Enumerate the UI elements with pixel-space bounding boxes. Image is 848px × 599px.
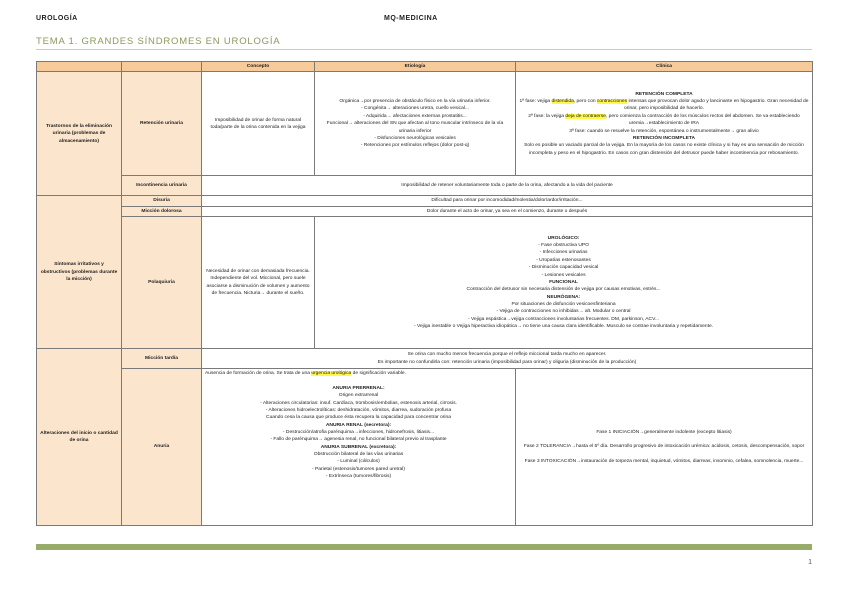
etiology-line: - Parietal (estenosis/tumores pared uretral) — [312, 466, 405, 472]
etiology-subtitle: UROLÓGICO: — [547, 235, 580, 241]
clinic-line: 2ª fase: la vejiga deja de contraerse, pero comienza la contracción de los músculos rectos del abdomen. Se va estableciendo uremia→establecimiento de IRA — [528, 113, 800, 127]
clinic-cell — [516, 369, 813, 526]
group-label: Trastornos de la eliminación urinaria (problemas de almacenamiento) — [37, 72, 122, 196]
row-label: Polaquiuria — [122, 217, 202, 349]
table-row — [37, 196, 813, 206]
concept-cell: Imposibilidad de orinar de forma natural toda/parte de la orina contenida en la vejiga — [202, 72, 315, 176]
definition-cell: Dificultad para orinar por incomodidad/molestia/dolor/ardor/irritación... — [202, 196, 813, 206]
etiology-subtitle: ANURIA SUBRENAL (excretora): — [320, 444, 397, 450]
concept-line: Ausencia de formación de orina. Se trata de una urgencia urológica de significación variable. — [205, 371, 406, 377]
clinic-cell — [516, 72, 813, 176]
etiology-subtitle: ANURIA RENAL (secretora): — [325, 422, 392, 428]
definition-line: Se orina con mucho menos frecuencia porque el reflejo miccional tarda mucho en aparecer. — [407, 352, 607, 358]
row-label: Micción dolorosa — [122, 206, 202, 216]
etiology-line: - Vejiga espástica→vejiga contracciones involuntarias frecuentes. DM, parkinson, ACV... — [468, 316, 659, 322]
page-number: 1 — [808, 559, 812, 566]
etiology-line: - Vejiga de contracciones no inhibidas→ alt. Modular o central — [496, 309, 631, 315]
etiology-line: Por situaciones de disfunción vesicoesfinteriana — [511, 301, 616, 307]
row-label: Incontinencia urinaria — [122, 176, 202, 196]
etiology-subtitle: NEURÓGENA: — [546, 294, 581, 300]
clinic-line: Fase 1 INICIACIÓN→generalmente indolente (excepto litiasis) — [596, 429, 732, 435]
etiology-line: Orgánica→por presencia de obstáculo físico en la vía urinaria inferior. — [339, 99, 491, 105]
definition-cell: Dolor durante el acto de orinar, ya sea en el comienzo, durante o después — [202, 206, 813, 216]
etiology-line: Obstrucción bilateral de las vías urinarias — [313, 452, 404, 458]
definition-cell — [202, 349, 813, 369]
etiology-line: - Luminal (cálculos) — [337, 459, 380, 465]
footer-bar — [36, 544, 812, 550]
clinic-line: 1ª fase: vejiga distendida, pero con contracciones intensas que provocan dolor agudo y lancinante en hipogastrio. Gran necesidad de orinar, pero imposibilidad de hacerlo. — [519, 99, 809, 112]
concept-etiology-cell — [202, 369, 516, 526]
clinic-subtitle: RETENCIÓN INCOMPLETA — [632, 135, 696, 141]
group-label: Síntomas irritativos y obstructivos (problemas durante la micción) — [37, 196, 122, 349]
etiology-subtitle: FUNCIONAL — [549, 279, 578, 285]
etiology-line: Funcional→ alteraciones del SN que afectan al tono muscular intrínseco de la vía urinaria inferior — [326, 121, 504, 134]
section-title: TEMA 1. GRANDES SÍNDROMES EN UROLOGÍA — [36, 36, 281, 47]
table-row — [37, 72, 813, 176]
etiology-line: - Vejiga inestable o Vejiga hiperactiva idiopática→ no tiene una causa clara identificable. Musculo se contrae involuntaria y repetidamente. — [413, 324, 714, 330]
clinic-line: 3ª fase: cuando se resuelve la retención, espontánea o instrumentalmente→ gran alivio — [569, 128, 759, 134]
table-header-row — [37, 62, 813, 72]
etiology-line: - Alteraciones hidroelectrolíticas: deshidratación, vómitos, diarrea, sudoración profusa — [265, 407, 452, 413]
spacer — [519, 451, 809, 458]
row-label: Micción tardía — [122, 349, 202, 369]
spacer — [205, 377, 512, 384]
column-header: Clínica — [516, 62, 813, 72]
etiology-line: - Lesiones vesicales — [541, 272, 586, 278]
etiology-line: - Destrucción/atrofia parénquima→infecciones, hidronefrosis, litiasis... — [282, 429, 435, 435]
group-label: Alteraciones del inicio o cantidad de orina — [37, 349, 122, 526]
etiology-line: - Fallo de parénquima→ agenesia renal, no funcional bilateral previo al trasplante — [270, 437, 447, 443]
clinic-line: Fase 2 TOLERANCIA→hasta el 5º día. Desarrollo progresivo de intoxicación urémica: acidosis, cetosis, descompensación, sopor — [523, 444, 805, 450]
corner-cell — [37, 62, 122, 72]
etiology-line: - Adquirida→ afectaciones externas prostatitis... — [363, 113, 467, 119]
title-divider — [36, 49, 812, 50]
etiology-cell — [315, 72, 516, 176]
etiology-line: - Infecciones urinarias — [539, 250, 588, 256]
etiology-line: - Alteraciones circulatorias: insuf. Cardíaca, trombosis/embolias, estenosis arterial, cirrosis. — [260, 400, 457, 406]
etiology-subtitle: ANURIA PRERRENAL: — [332, 385, 385, 391]
table-row — [37, 206, 813, 216]
corner-cell — [122, 62, 202, 72]
row-label: Disuria — [122, 196, 202, 206]
spacer — [519, 436, 809, 443]
etiology-line: - Fase obstructiva UPO — [538, 243, 589, 249]
table-row — [37, 349, 813, 369]
clinic-line: Solo es posible un vaciado parcial de la vejiga. En la mayoría de los casos no existe clínica y si hay es una sensación de micción incompleta y peso en el hipogastrio. En casos con gran distensión del detrusor puede haber incontinencia por rebosamiento. — [524, 143, 804, 156]
etiology-line: - Extrínseca (tumores/fibrosis) — [325, 474, 392, 480]
syndromes-table — [36, 61, 813, 526]
etiology-line: Cuando cesa la causa que produce ésta recupera la capacidad para concentrar orina — [266, 415, 451, 421]
clinic-line: Fase 3 INTOXICACIÓN→instauración de torpeza mental, inquietud, vómitos, diarreas, insomnio, cefalea, somnolencia, muerte... — [524, 459, 804, 465]
etiology-line: - Disminución capacidad vesical — [528, 265, 599, 271]
definition-line: Es importante no confundirla con: retención urinaria (imposibilidad para orinar) y oliguria (disminución de la producción) — [377, 359, 637, 365]
concept-cell: Necesidad de orinar con demasiada frecuencia. Independiente del vol. Miccional, pero suele asociarse a disminución de volumen y aumento de frecuencia. Nicturia→ durante el sueño. — [202, 217, 315, 349]
etiology-line: Contracción del detrusor sin necesaria distensión de vejiga por causas emotivas, estrés... — [466, 287, 661, 293]
etiology-line: - Congénita→ alteraciones uretra, cuello vesical... — [361, 106, 469, 112]
table-row — [37, 176, 813, 196]
etiology-line: - Retenciones por estímulos reflejos (dolor post-q) — [360, 143, 470, 149]
etiology-line: - Disfunciones neurológicas vesicales — [374, 135, 456, 141]
column-header: Concepto — [202, 62, 315, 72]
document-header-source: MQ-MEDICINA — [384, 15, 438, 22]
row-label: Anuria — [122, 369, 202, 526]
table-row — [37, 217, 813, 349]
etiology-line: - Uropatías estenosantes — [536, 257, 591, 263]
definition-cell: Imposibilidad de retener voluntariamente toda o parte de la orina, afectando a la vida del paciente — [202, 176, 813, 196]
row-label: Retención urinaria — [122, 72, 202, 176]
etiology-line: Origen extrarrenal — [338, 393, 379, 399]
table-row — [37, 369, 813, 526]
etiology-clinic-cell — [315, 217, 813, 349]
column-header: Etiología — [315, 62, 516, 72]
document-header-subject: UROLOGÍA — [36, 15, 78, 22]
clinic-subtitle: RETENCIÓN COMPLETA — [635, 91, 693, 97]
